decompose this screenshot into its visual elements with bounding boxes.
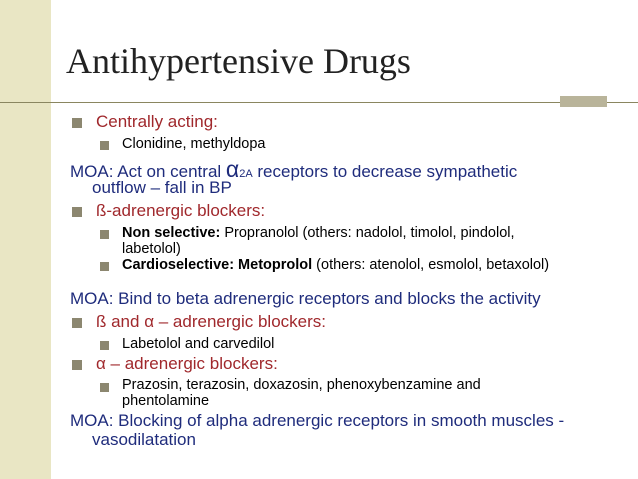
bullet-alpha-blockers: α – adrenergic blockers: — [96, 354, 278, 373]
bullet-square-icon — [100, 141, 109, 150]
bullet-cardioselective — [122, 257, 549, 273]
moa-alpha: MOA: Blocking of alpha adrenergic receptors in smooth muscles - — [70, 411, 565, 430]
bullet-square-icon — [100, 262, 109, 271]
bullet-clonidine: Clonidine, methyldopa — [122, 136, 266, 152]
alpha-subscript: 2A — [239, 168, 253, 180]
title-accent-block — [560, 96, 607, 107]
moa-beta: MOA: Bind to beta adrenergic receptors and blocks the activity — [70, 289, 541, 308]
bullet-beta-alpha-blockers: ß and α – adrenergic blockers: — [96, 312, 326, 331]
moa1-text-b: receptors to decrease sympathetic — [252, 162, 518, 181]
bullet-non-selective — [122, 225, 515, 241]
slide-title: Antihypertensive Drugs — [66, 41, 411, 81]
moa-central-alpha-cont: outflow – fall in BP — [92, 178, 232, 197]
moa-alpha-cont: vasodilatation — [92, 430, 196, 449]
bullet-square-icon — [72, 318, 82, 328]
left-decorative-band — [0, 0, 51, 479]
non-selective-drugs: Propranolol (others: nadolol, timolol, pindolol, — [220, 225, 515, 241]
cardioselective-label: Cardioselective: Metoprolol — [122, 257, 313, 273]
bullet-beta-blockers: ß-adrenergic blockers: — [96, 201, 266, 220]
alpha-symbol: α — [225, 156, 240, 182]
bullet-prazosin-cont: phentolamine — [122, 393, 210, 409]
bullet-square-icon — [100, 230, 109, 239]
bullet-non-selective-cont: labetolol) — [122, 241, 181, 257]
bullet-square-icon — [72, 360, 82, 370]
bullet-prazosin: Prazosin, terazosin, doxazosin, phenoxybenzamine and — [122, 377, 481, 393]
title-divider — [0, 102, 638, 103]
bullet-square-icon — [100, 341, 109, 350]
moa1-text-a: MOA: Act on central — [70, 162, 226, 181]
bullet-labetolol: Labetolol and carvedilol — [122, 336, 275, 352]
bullet-square-icon — [72, 118, 82, 128]
bullet-centrally-acting: Centrally acting: — [96, 112, 218, 131]
non-selective-label: Non selective: — [122, 225, 221, 241]
bullet-square-icon — [100, 383, 109, 392]
bullet-square-icon — [72, 207, 82, 217]
cardioselective-drugs: (others: atenolol, esmolol, betaxolol) — [312, 257, 550, 273]
